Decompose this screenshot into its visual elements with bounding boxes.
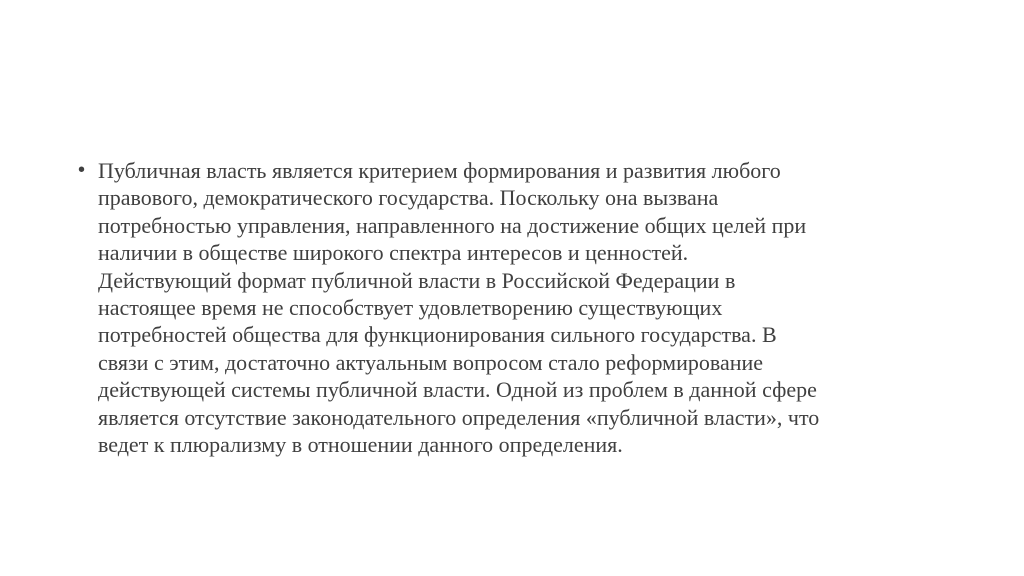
bullet-list [78,157,958,458]
paragraph-line: наличии в обществе широкого спектра интересов и ценностей. [98,240,689,266]
paragraph-line: действующей системы публичной власти. Одной из проблем в данной сфере [98,377,817,403]
paragraph-line: потребностью управления, направленного на достижение общих целей при [98,212,807,238]
paragraph-line: настоящее время не способствует удовлетворению существующих [98,295,723,321]
paragraph-line: ведет к плюрализму в отношении данного определения. [98,432,623,458]
paragraph-line: является отсутствие законодательного определения «публичной власти», что [98,404,820,430]
bullet-paragraph [98,157,958,458]
paragraph-line: потребностей общества для функционирования сильного государства. В [98,322,777,348]
bullet-item [78,157,958,458]
bullet-marker: • [78,159,86,181]
paragraph-line: правового, демократического государства. Поскольку она вызвана [98,185,719,211]
paragraph-line: Действующий формат публичной власти в Российской Федерации в [98,267,736,293]
paragraph-line: связи с этим, достаточно актуальным вопросом стало реформирование [98,349,764,375]
paragraph-line: Публичная власть является критерием формирования и развития любого [98,158,781,183]
